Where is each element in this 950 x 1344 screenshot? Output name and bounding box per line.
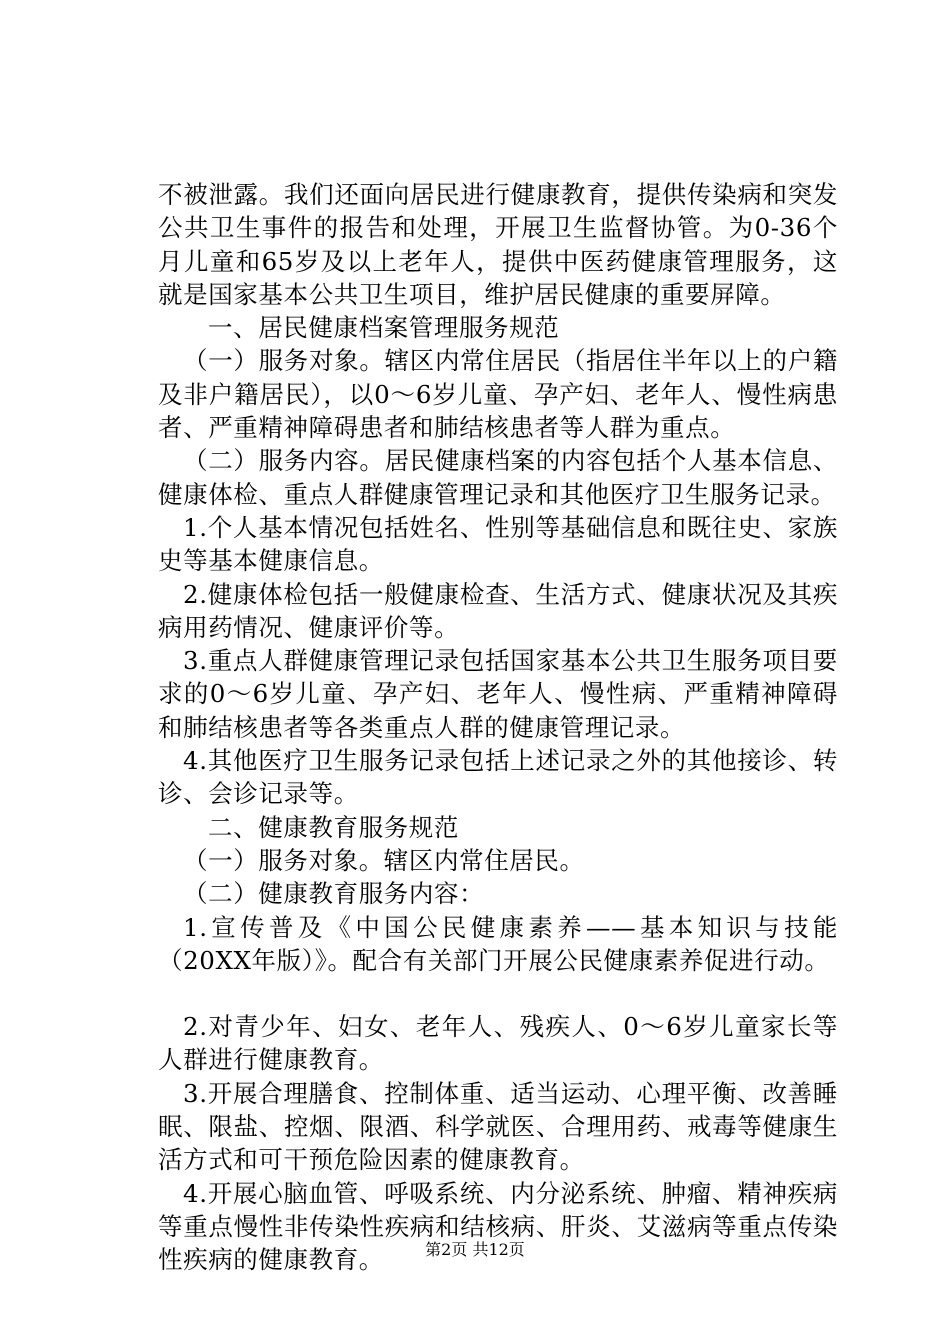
list-item: 2.健康体检包括一般健康检查、生活方式、健康状况及其疾病用药情况、健康评价等。 [158, 579, 838, 642]
paragraph-education-target: （一）服务对象。辖区内常住居民。 [183, 845, 585, 875]
page-footer: 第2页 共12页 [425, 1240, 525, 1259]
paragraph-service-target: （一）服务对象。辖区内常住居民（指居住半年以上的户籍及非户籍居民），以0～6岁儿童、孕产妇、老年人、慢性病患者、严重精神障碍患者和肺结核患者等人群为重点。 [158, 346, 838, 443]
paragraph-service-content: （二）服务内容。居民健康档案的内容包括个人基本信息、健康体检、重点人群健康管理记录和其他医疗卫生服务记录。 [158, 446, 838, 509]
paragraph-intro: 不被泄露。我们还面向居民进行健康教育，提供传染病和突发公共卫生事件的报告和处理，开展卫生监督协管。为0-36个月儿童和65岁及以上老年人，提供中医药健康管理服务，这就是国家基本公共卫生项目，维护居民健康的重要屏障。 [158, 180, 838, 309]
paragraph-education-content: （二）健康教育服务内容： [183, 879, 485, 909]
section-heading-1: 一、居民健康档案管理服务规范 [208, 313, 560, 343]
list-item: 1.个人基本情况包括姓名、性别等基础信息和既往史、家族史等基本健康信息。 [158, 512, 838, 576]
list-item: 2.对青少年、妇女、老年人、残疾人、0～6岁儿童家长等人群进行健康教育。 [158, 1012, 838, 1075]
list-item: 4.开展心脑血管、呼吸系统、内分泌系统、肿瘤、精神疾病等重点慢性非传染性疾病和结核病、肝炎、艾滋病等重点传染性疾病的健康教育。 [158, 1178, 838, 1275]
list-item: 1.宣传普及《中国公民健康素养——基本知识与技能（20XX年版）》。配合有关部门开展公民健康素养促进行动。 [158, 912, 838, 975]
section-heading-2: 二、健康教育服务规范 [208, 812, 459, 842]
list-item: 4.其他医疗卫生服务记录包括上述记录之外的其他接诊、转诊、会诊记录等。 [158, 746, 838, 809]
document-body [158, 178, 838, 1277]
list-item: 3.重点人群健康管理记录包括国家基本公共卫生服务项目要求的0～6岁儿童、孕产妇、老年人、慢性病、严重精神障碍和肺结核患者等各类重点人群的健康管理记录。 [158, 646, 838, 742]
blank-line [158, 977, 838, 1010]
list-item: 3.开展合理膳食、控制体重、适当运动、心理平衡、改善睡眠、限盐、控烟、限酒、科学就医、合理用药、戒毒等健康生活方式和可干预危险因素的健康教育。 [158, 1078, 838, 1175]
